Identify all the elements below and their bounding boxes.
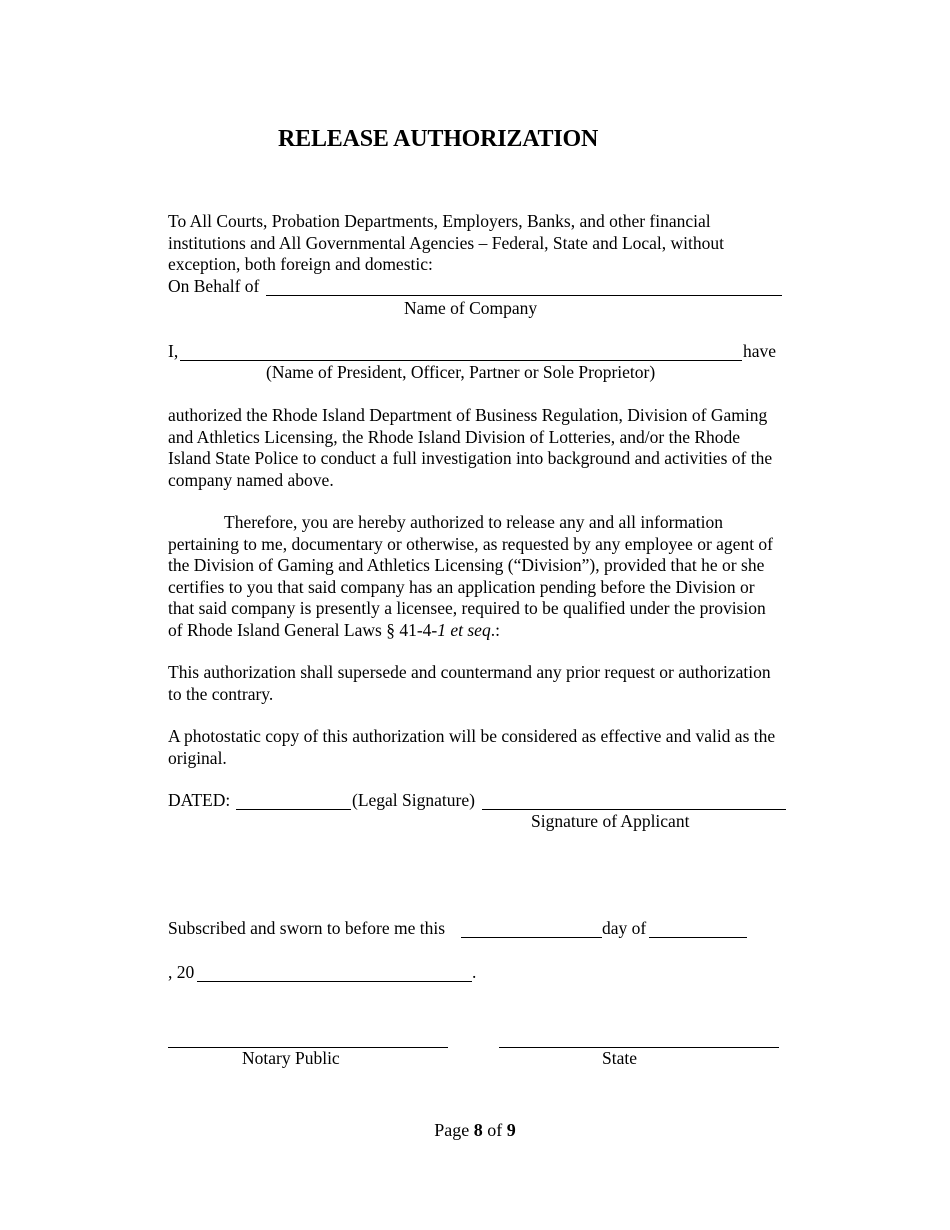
dated-label: DATED: — [168, 790, 231, 810]
sworn-month-field[interactable] — [649, 937, 747, 938]
addressee-paragraph: To All Courts, Probation Departments, Employers, Banks, and other financial institutions and All Governmental Agencies – Federal, State and Local, without exception, both foreign and domestic: — [168, 211, 725, 274]
therefore-paragraph — [168, 512, 783, 641]
company-name-caption: Name of Company — [404, 298, 538, 318]
year-suffix: . — [472, 962, 477, 982]
day-of-label: day of — [602, 918, 647, 938]
statute-italic: 1 et seq — [437, 619, 491, 640]
legal-signature-label: (Legal Signature) — [352, 790, 475, 810]
date-field[interactable] — [236, 809, 351, 810]
state-field[interactable] — [499, 1047, 779, 1048]
page-word: Page — [434, 1120, 470, 1140]
notary-public-caption: Notary Public — [242, 1048, 340, 1068]
officer-name-caption: (Name of President, Officer, Partner or Sole Proprietor) — [266, 362, 656, 382]
signature-field[interactable] — [482, 809, 786, 810]
signature-caption: Signature of Applicant — [531, 811, 690, 831]
page-footer — [0, 1120, 950, 1141]
total-pages-number: 9 — [506, 1120, 516, 1140]
state-caption: State — [602, 1048, 637, 1068]
officer-name-field[interactable] — [180, 360, 742, 361]
therefore-end: .: — [490, 619, 500, 640]
supersede-paragraph: This authorization shall supersede and countermand any prior request or authorization to the contrary. — [168, 662, 771, 704]
authorized-paragraph: authorized the Rhode Island Department of Business Regulation, Division of Gaming and Athletics Licensing, the Rhode Island Division of Lotteries, and/or the Rhode Island State Police to conduct a full investigation into background and activities of the company named above. — [168, 405, 773, 490]
current-page-number: 8 — [473, 1120, 483, 1140]
on-behalf-label: On Behalf of — [168, 276, 260, 296]
sworn-label: Subscribed and sworn to before me this — [168, 918, 446, 938]
sworn-day-field[interactable] — [461, 937, 602, 938]
company-name-field[interactable] — [266, 295, 782, 296]
photostatic-paragraph: A photostatic copy of this authorization will be considered as effective and valid as the original. — [168, 726, 776, 768]
document-title: RELEASE AUTHORIZATION — [278, 126, 599, 152]
have-label: have — [743, 341, 777, 361]
of-word: of — [487, 1120, 503, 1140]
therefore-text: Therefore, you are hereby authorized to release any and all information pertaining to me, documentary or otherwise, as requested by any employee or agent of the Division of Gaming and Athletics Licensing (“Division”), provided that he or she certifies to you that said company has an application pending before the Division or that said company is presently a licensee, required to be qualified under the provision of Rhode Island General Laws § 41-4- — [168, 512, 774, 640]
year-prefix: , 20 — [168, 962, 195, 982]
year-field[interactable] — [197, 981, 472, 982]
i-label: I, — [168, 341, 179, 361]
